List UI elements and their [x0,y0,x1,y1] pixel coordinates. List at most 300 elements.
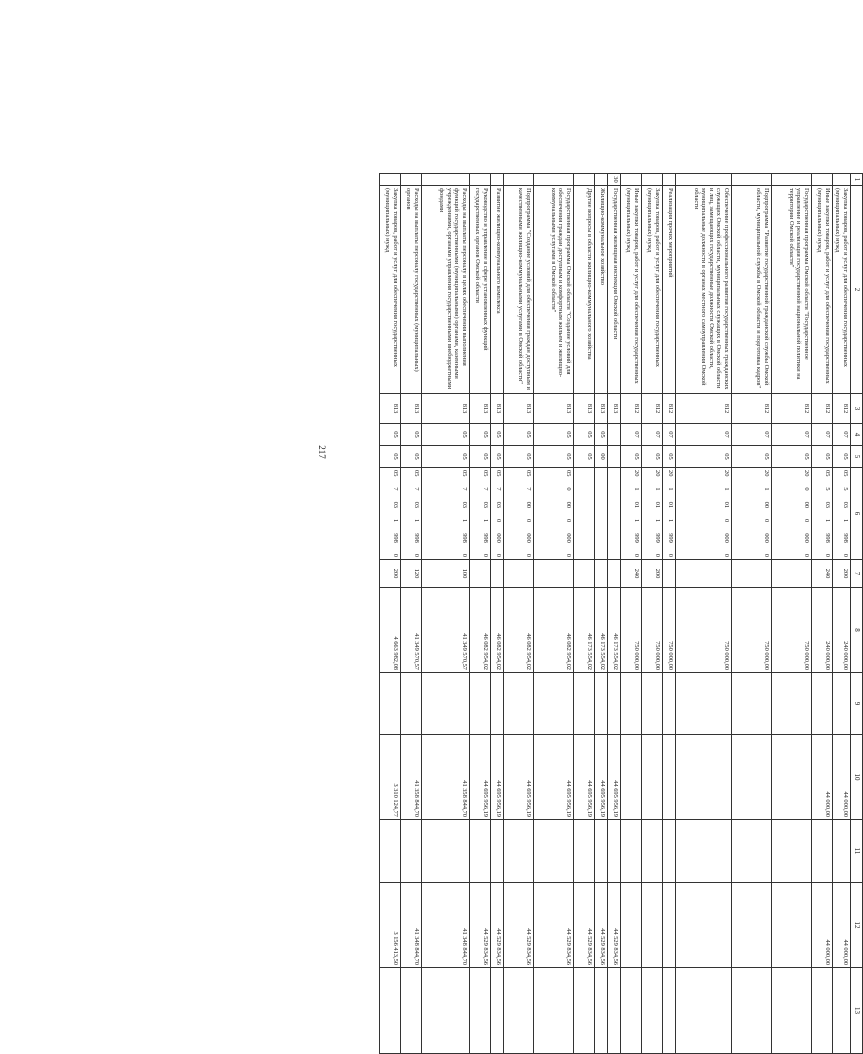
amount-col11-cell [400,820,421,883]
amount-col13-cell [731,968,771,1054]
table-row [675,174,731,1054]
amount-col9-cell [503,673,533,735]
amount-col13-cell [594,968,607,1054]
target-article-part: 1 [632,518,640,523]
amount-col10-cell [731,735,771,820]
row-number-cell: 30 [607,174,620,186]
administrator-code-cell: 812 [675,394,731,424]
target-article-parts [823,470,831,557]
section-code-cell: 05 [594,424,607,446]
expense-type-code-cell [771,560,811,588]
amount-col12-cell [662,883,675,968]
expense-type-code-cell [490,560,503,588]
row-number-cell [490,174,503,186]
amount-col12-cell: 44 529 834,56 [573,883,594,968]
amount-col8-cell: 750 000,00 [771,588,811,673]
expense-name-cell: Обеспечение профессионального развития государственных гражданских служащих Омской области, муниципальных служащих в Омской области и лиц, замещающих государственные должности Омской области, муниципальные должности в органах местного самоуправления Омской области [675,186,731,394]
section-code-cell: 05 [573,424,594,446]
amount-col12-cell [641,883,662,968]
target-article-part: 00 [564,501,572,508]
expense-name-cell: Реализация прочих мероприятий [662,186,675,394]
amount-col10-cell [675,735,731,820]
target-article-part: 0 [524,553,532,557]
amount-col10-cell: 44 695 956,19 [490,735,503,820]
target-article-part: 05 [481,470,489,477]
column-number-row [851,174,863,1054]
amount-col10-cell: 44 000,00 [832,735,850,820]
target-article-parts [524,470,532,557]
target-article-part: 0 [564,487,572,491]
target-article-part: 000 [722,533,730,543]
amount-col11-cell [641,820,662,883]
column-header-1: 1 [851,174,863,186]
target-article-part: 20 [653,470,661,477]
amount-col12-cell: 41 348 844,70 [421,883,469,968]
target-article-part: 20 [632,470,640,477]
administrator-code-cell: 813 [400,394,421,424]
target-article-part: 998 [460,533,468,543]
target-article-part: 998 [391,533,399,543]
target-article-cell [832,468,850,560]
amount-col11-cell [594,820,607,883]
amount-col10-cell: 41 358 844,70 [400,735,421,820]
target-article-part: 05 [412,470,420,477]
target-article-part: 05 [391,470,399,477]
section-code-cell: 05 [400,424,421,446]
target-article-cell [503,468,533,560]
target-article-parts [412,470,420,557]
amount-col9-cell [607,673,620,735]
target-article-part: 998 [481,533,489,543]
target-article-cell [620,468,641,560]
expense-name-cell: Закупка товаров, работ и услуг для обеспечения государственных (муниципальных) нужд [379,186,400,394]
target-article-parts [460,470,468,557]
target-article-part: 1 [632,487,640,491]
expense-name-cell: Другие вопросы в области жилищно-коммунального хозяйства [573,186,594,394]
amount-col12-cell: 41 348 844,70 [400,883,421,968]
target-article-part: 000 [494,533,502,543]
administrator-code-cell: 813 [503,394,533,424]
target-article-cell [469,468,490,560]
section-code-cell: 05 [490,424,503,446]
amount-col13-cell [503,968,533,1054]
target-article-part: 1 [666,518,674,523]
target-article-part: 0 [494,518,502,523]
target-article-part: 0 [653,553,661,557]
row-number-cell [573,174,594,186]
expense-type-code-cell: 120 [400,560,421,588]
target-article-part: 1 [666,487,674,491]
target-article-cell [594,468,607,560]
subsection-code-cell: 00 [594,446,607,468]
amount-col10-cell: 44 695 956,19 [607,735,620,820]
amount-col11-cell [607,820,620,883]
amount-col10-cell: 44 695 956,19 [594,735,607,820]
section-code-cell: 05 [469,424,490,446]
amount-col9-cell [641,673,662,735]
section-code-cell: 05 [503,424,533,446]
subsection-code-cell: 05 [662,446,675,468]
target-article-part: 1 [412,518,420,523]
table-row [594,174,607,1054]
expense-name-cell: Расходы на выплаты персоналу государственных (муниципальных) органов [400,186,421,394]
amount-col13-cell [662,968,675,1054]
target-article-part: 998 [823,533,831,543]
target-article-cell [490,468,503,560]
subsection-code-cell: 05 [620,446,641,468]
target-article-parts [666,470,674,557]
target-article-cell [641,468,662,560]
target-article-part: 0 [412,553,420,557]
section-code-cell: 05 [379,424,400,446]
administrator-code-cell: 812 [771,394,811,424]
subsection-code-cell [607,446,620,468]
table-row [641,174,662,1054]
section-code-cell: 07 [641,424,662,446]
target-article-part: 0 [666,553,674,557]
section-code-cell: 07 [811,424,832,446]
target-article-part: 20 [722,470,730,477]
administrator-code-cell: 813 [607,394,620,424]
row-number-cell [832,174,850,186]
target-article-part: 999 [653,533,661,543]
administrator-code-cell: 813 [379,394,400,424]
target-article-part: 05 [823,470,831,477]
amount-col11-cell [771,820,811,883]
amount-col11-cell [573,820,594,883]
target-article-cell [533,468,573,560]
section-code-cell: 07 [620,424,641,446]
amount-col13-cell [573,968,594,1054]
administrator-code-cell: 812 [811,394,832,424]
target-article-part: 1 [823,518,831,523]
amount-col9-cell [771,673,811,735]
target-article-part: 03 [494,501,502,508]
amount-col12-cell [731,883,771,968]
amount-col12-cell: 44 529 834,56 [533,883,573,968]
amount-col10-cell [771,735,811,820]
row-number-cell [620,174,641,186]
target-article-part: 20 [666,470,674,477]
administrator-code-cell: 812 [731,394,771,424]
amount-col12-cell: 44 529 834,56 [607,883,620,968]
amount-col13-cell [469,968,490,1054]
amount-col9-cell [731,673,771,735]
target-article-cell [607,468,620,560]
amount-col11-cell [811,820,832,883]
amount-col8-cell: 750 000,00 [620,588,641,673]
subsection-code-cell: 05 [490,446,503,468]
amount-col8-cell: 46 082 954,02 [469,588,490,673]
target-article-parts [391,470,399,557]
target-article-part: 7 [481,487,489,491]
column-header-5: 5 [851,446,863,468]
target-article-part: 0 [722,553,730,557]
target-article-part: 05 [564,470,572,477]
target-article-part: 000 [802,533,810,543]
column-header-13: 13 [851,968,863,1054]
amount-col11-cell [620,820,641,883]
amount-col9-cell [573,673,594,735]
amount-col8-cell: 41 349 570,57 [421,588,469,673]
target-article-part: 1 [653,518,661,523]
amount-col13-cell [607,968,620,1054]
amount-col9-cell [421,673,469,735]
administrator-code-cell: 812 [620,394,641,424]
table-row [490,174,503,1054]
subsection-code-cell: 05 [400,446,421,468]
target-article-part: 03 [412,501,420,508]
amount-col10-cell [620,735,641,820]
amount-col12-cell: 44 529 834,56 [503,883,533,968]
amount-col11-cell [662,820,675,883]
expense-type-code-cell [594,560,607,588]
amount-col13-cell [811,968,832,1054]
amount-col12-cell: 3 156 413,50 [379,883,400,968]
target-article-part: 000 [524,533,532,543]
subsection-code-cell: 05 [771,446,811,468]
target-article-part: 0 [762,553,770,557]
expense-type-code-cell: 240 [620,560,641,588]
amount-col11-cell [421,820,469,883]
target-article-parts [632,470,640,557]
amount-col8-cell: 41 349 570,57 [400,588,421,673]
amount-col10-cell [641,735,662,820]
amount-col12-cell: 44 529 834,56 [469,883,490,968]
table-row [607,174,620,1054]
section-code-cell: 07 [771,424,811,446]
column-header-2: 2 [851,186,863,394]
column-header-12: 12 [851,883,863,968]
amount-col13-cell [832,968,850,1054]
target-article-part: 1 [653,487,661,491]
table-row [731,174,771,1054]
expense-type-code-cell: 240 [811,560,832,588]
expense-type-code-cell: 200 [379,560,400,588]
target-article-part: 7 [391,487,399,491]
subsection-code-cell: 05 [675,446,731,468]
target-article-part: 7 [460,487,468,491]
target-article-parts [494,470,502,557]
expense-type-code-cell [731,560,771,588]
target-article-part: 7 [494,487,502,491]
table-row [400,174,421,1054]
target-article-part: 0 [481,553,489,557]
target-article-cell [811,468,832,560]
column-header-3: 3 [851,394,863,424]
target-article-cell [731,468,771,560]
amount-col11-cell [533,820,573,883]
row-number-cell [731,174,771,186]
amount-col11-cell [469,820,490,883]
subsection-code-cell: 05 [379,446,400,468]
target-article-part: 7 [412,487,420,491]
amount-col9-cell [675,673,731,735]
amount-col9-cell [400,673,421,735]
subsection-code-cell: 05 [811,446,832,468]
amount-col9-cell [533,673,573,735]
target-article-part: 1 [391,518,399,523]
row-number-cell [503,174,533,186]
amount-col8-cell: 46 173 554,02 [573,588,594,673]
table-row [503,174,533,1054]
target-article-part: 05 [842,470,849,477]
administrator-code-cell: 812 [832,394,850,424]
target-article-parts [722,470,730,557]
target-article-parts [481,470,489,557]
column-header-11: 11 [851,820,863,883]
expense-name-cell: Государственная программа Омской области "Создание условий для обеспечения граждан доступным и комфортным жильем и жилищно-коммунальными услугами в Омской области" [533,186,573,394]
row-number-cell [400,174,421,186]
administrator-code-cell: 813 [594,394,607,424]
expense-name-cell: Руководство и управление в сфере установленных функций государственных органов Омской области [469,186,490,394]
target-article-part: 0 [632,553,640,557]
subsection-code-cell: 05 [469,446,490,468]
amount-col8-cell: 750 000,00 [731,588,771,673]
amount-col8-cell: 4 663 982,08 [379,588,400,673]
page-number: 217 [317,445,327,459]
expense-name-cell: Подпрограмма "Развитие государственной гражданской службы Омской области, муниципальной службы в Омской области и подготовка кадров" [731,186,771,394]
expense-name-cell: Закупка товаров, работ и услуг для обеспечения государственных (муниципальных) нужд [832,186,850,394]
expense-name-cell: Иные закупки товаров, работ и услуг для обеспечения государственных (муниципальных) нужд [620,186,641,394]
target-article-part: 00 [762,501,770,508]
amount-col11-cell [490,820,503,883]
amount-col10-cell [662,735,675,820]
target-article-part: 03 [460,501,468,508]
amount-col11-cell [675,820,731,883]
amount-col10-cell: 44 695 956,19 [573,735,594,820]
target-article-cell [400,468,421,560]
expense-name-cell: Государственная жилищная инспекция Омской области [607,186,620,394]
budget-table [379,173,863,1054]
row-number-cell [379,174,400,186]
row-number-cell [469,174,490,186]
section-code-cell: 05 [421,424,469,446]
column-header-8: 8 [851,588,863,673]
amount-col9-cell [469,673,490,735]
expense-name-cell: Иные закупки товаров, работ и услуг для обеспечения государственных (муниципальных) нужд [811,186,832,394]
amount-col13-cell [379,968,400,1054]
expense-name-cell: Государственная программа Омской области "Государственное управление и реализация государственной национальной политики на территории Омской области" [771,186,811,394]
amount-col8-cell: 46 082 954,02 [533,588,573,673]
amount-col13-cell [533,968,573,1054]
amount-col8-cell: 240 000,00 [811,588,832,673]
expense-type-code-cell: 100 [421,560,469,588]
amount-col12-cell: 44 529 834,56 [490,883,503,968]
amount-col8-cell: 46 082 954,02 [503,588,533,673]
amount-col9-cell [832,673,850,735]
amount-col10-cell: 44 000,00 [811,735,832,820]
table-row [573,174,594,1054]
row-number-cell [771,174,811,186]
amount-col13-cell [675,968,731,1054]
subsection-code-cell: 05 [731,446,771,468]
amount-col12-cell: 44 000,00 [832,883,850,968]
target-article-part: 1 [842,518,849,523]
expense-name-cell: Подпрограмма "Создание условий для обеспечения граждан доступным и качественными жилищно-коммунальными услугами в Омской области" [503,186,533,394]
target-article-part: 1 [762,487,770,491]
target-article-part: 998 [842,533,849,543]
target-article-part: 5 [842,487,849,491]
expense-name-cell: Жилищно-коммунальное хозяйство [594,186,607,394]
administrator-code-cell: 813 [469,394,490,424]
section-code-cell: 07 [731,424,771,446]
target-article-part: 999 [666,533,674,543]
expense-type-code-cell [607,560,620,588]
amount-col13-cell [771,968,811,1054]
amount-col8-cell: 240 000,00 [832,588,850,673]
amount-col12-cell [675,883,731,968]
amount-col10-cell: 44 695 956,19 [533,735,573,820]
amount-col11-cell [503,820,533,883]
target-article-part: 0 [564,518,572,523]
target-article-cell [675,468,731,560]
table-row [771,174,811,1054]
amount-col13-cell [421,968,469,1054]
administrator-code-cell: 813 [533,394,573,424]
amount-col8-cell: 46 173 554,02 [594,588,607,673]
target-article-part: 0 [494,553,502,557]
target-article-part: 1 [481,518,489,523]
expense-type-code-cell: 200 [641,560,662,588]
amount-col12-cell [620,883,641,968]
amount-col8-cell: 750 000,00 [662,588,675,673]
expense-name-cell: Развитие жилищно-коммунального комплекса [490,186,503,394]
administrator-code-cell: 813 [490,394,503,424]
target-article-part: 0 [762,518,770,523]
table-body [379,174,862,1054]
target-article-part: 05 [524,470,532,477]
target-article-cell [379,468,400,560]
subsection-code-cell: 05 [533,446,573,468]
target-article-cell [771,468,811,560]
target-article-part: 7 [524,487,532,491]
column-header-6: 6 [851,468,863,560]
amount-col8-cell: 750 000,00 [675,588,731,673]
row-number-cell [594,174,607,186]
amount-col13-cell [620,968,641,1054]
expense-type-code-cell [662,560,675,588]
expense-type-code-cell [675,560,731,588]
table-row [662,174,675,1054]
amount-col8-cell: 750 000,00 [641,588,662,673]
target-article-part: 5 [823,487,831,491]
target-article-part: 01 [632,501,640,508]
target-article-part: 00 [802,501,810,508]
target-article-parts [841,470,849,557]
table-row [421,174,469,1054]
expense-type-code-cell [503,560,533,588]
section-code-cell [607,424,620,446]
subsection-code-cell: 05 [573,446,594,468]
target-article-part: 0 [802,518,810,523]
amount-col10-cell: 44 695 956,19 [503,735,533,820]
target-article-part: 000 [762,533,770,543]
expense-name-cell: Закупка товаров, работ и услуг для обеспечения государственных (муниципальных) нужд [641,186,662,394]
table-row [811,174,832,1054]
amount-col12-cell: 44 529 834,56 [594,883,607,968]
budget-table-rotated [277,173,863,1053]
table-row [379,174,400,1054]
target-article-part: 03 [481,501,489,508]
amount-col13-cell [490,968,503,1054]
target-article-cell [662,468,675,560]
target-article-parts [802,470,810,557]
target-article-part: 05 [460,470,468,477]
amount-col12-cell: 44 000,00 [811,883,832,968]
amount-col9-cell [379,673,400,735]
amount-col9-cell [811,673,832,735]
